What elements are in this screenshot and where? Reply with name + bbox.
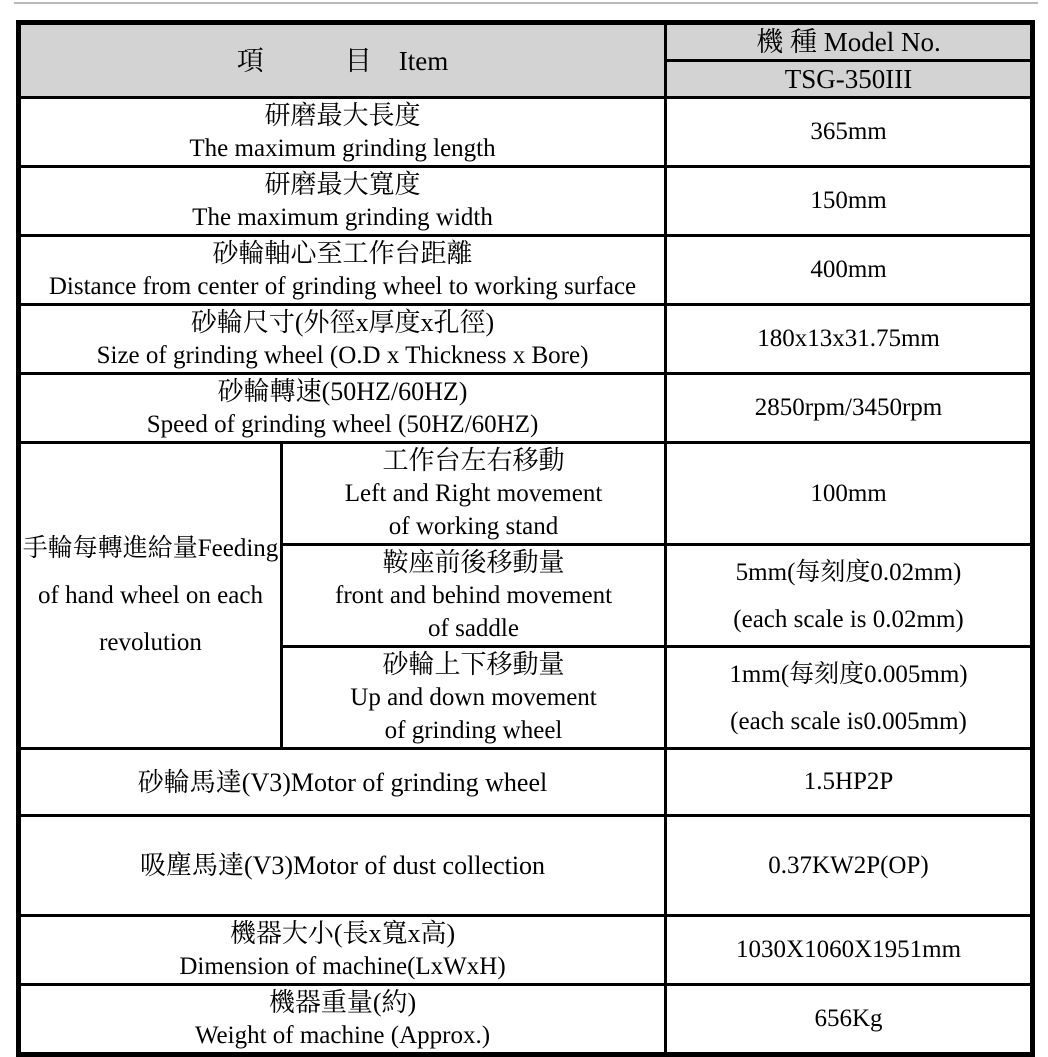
- spec-value-line: 1mm(每刻度0.005mm): [729, 660, 968, 688]
- item-cell: [19, 236, 666, 305]
- sub-item-cell: [282, 443, 666, 545]
- feeding-group-label-cell: [19, 443, 282, 749]
- value-cell: [666, 916, 1033, 985]
- spec-value: 180x13x31.75mm: [757, 325, 940, 352]
- value-cell: [666, 647, 1033, 749]
- sub-item-line: Left and Right movement: [344, 480, 603, 507]
- value-cell: [666, 816, 1033, 916]
- sub-item-line: of working stand: [388, 513, 559, 540]
- feeding-label-line: 手輪每轉進給量Feeding: [22, 535, 279, 562]
- item-label-zh: 砂輪尺寸(外徑x厚度x孔徑): [190, 308, 495, 337]
- table-row-max-grinding-width: [19, 167, 1033, 236]
- value-cell: [666, 749, 1033, 816]
- scan-artifact-line: [14, 2, 1038, 4]
- item-cell: [19, 816, 666, 916]
- spec-value: 656Kg: [814, 1005, 883, 1032]
- table-row-wheel-motor: [19, 749, 1033, 816]
- spec-table: [16, 20, 1035, 1057]
- value-cell: [666, 167, 1033, 236]
- table-row-max-grinding-length: [19, 98, 1033, 167]
- item-cell: [19, 167, 666, 236]
- spec-value: 365mm: [810, 118, 887, 145]
- item-cell: [19, 374, 666, 443]
- table-row-dust-motor: [19, 816, 1033, 916]
- spec-value-line: 5mm(每刻度0.02mm): [735, 558, 962, 586]
- item-label-en: The maximum grinding length: [189, 135, 496, 162]
- table-row-feeding-table-movement: [19, 443, 1033, 545]
- sub-item-cell: [282, 647, 666, 749]
- value-cell: [666, 443, 1033, 545]
- value-cell: [666, 545, 1033, 647]
- value-cell: [666, 305, 1033, 374]
- item-label-zh: 砂輪軸心至工作台距離: [212, 239, 473, 268]
- spec-value: 150mm: [810, 187, 887, 214]
- item-cell: [19, 98, 666, 167]
- item-cell: [19, 916, 666, 985]
- spec-value: 1030X1060X1951mm: [736, 936, 962, 963]
- feeding-label-line: revolution: [99, 629, 202, 656]
- sub-item-line: of saddle: [428, 615, 519, 642]
- item-label-en: Dimension of machine(LxWxH): [179, 953, 506, 980]
- header-row-1: [19, 23, 1033, 61]
- item-label-zh: 研磨最大長度: [264, 101, 421, 130]
- spec-value: 2850rpm/3450rpm: [754, 394, 943, 421]
- header-item-label: 項 目 Item: [236, 45, 449, 76]
- value-cell: [666, 236, 1033, 305]
- sub-item-line: of grinding wheel: [384, 717, 563, 744]
- item-cell: [19, 305, 666, 374]
- item-label-en: Size of grinding wheel (O.D x Thickness x Bore): [96, 342, 589, 369]
- feeding-label-line: of hand wheel on each: [38, 582, 263, 609]
- item-label-en: Distance from center of grinding wheel to working surface: [48, 273, 637, 300]
- header-model-label: 機 種 Model No.: [756, 27, 941, 57]
- item-cell: [19, 749, 666, 816]
- item-label: 吸塵馬達(V3)Motor of dust collection: [139, 851, 546, 880]
- model-number: TSG-350III: [784, 64, 913, 94]
- header-item-cell: [19, 23, 666, 98]
- value-cell: [666, 98, 1033, 167]
- item-label-zh: 機器大小(長x寬x高): [229, 919, 456, 948]
- table-row-wheel-to-surface-distance: [19, 236, 1033, 305]
- table-row-machine-weight: [19, 985, 1033, 1055]
- spec-value-line: (each scale is 0.02mm): [733, 605, 964, 633]
- item-label-en: Weight of machine (Approx.): [194, 1022, 491, 1049]
- sub-item-line: Up and down movement: [350, 684, 597, 711]
- item-cell: [19, 985, 666, 1055]
- item-label-en: The maximum grinding width: [192, 204, 493, 231]
- sub-item-line: 鞍座前後移動量: [382, 548, 565, 577]
- spec-value: 400mm: [810, 256, 887, 283]
- table-row-wheel-size: [19, 305, 1033, 374]
- table-row-machine-dimension: [19, 916, 1033, 985]
- table-row-wheel-speed: [19, 374, 1033, 443]
- sub-item-cell: [282, 545, 666, 647]
- sub-item-line: 砂輪上下移動量: [382, 650, 565, 679]
- spec-value: 0.37KW2P(OP): [768, 851, 929, 879]
- value-cell: [666, 985, 1033, 1055]
- sub-item-line: front and behind movement: [335, 582, 613, 609]
- header-model-label-cell: [666, 23, 1033, 61]
- item-label-zh: 機器重量(約): [268, 988, 417, 1017]
- value-cell: [666, 374, 1033, 443]
- header-model-value-cell: [666, 61, 1033, 98]
- spec-value-line: (each scale is0.005mm): [730, 707, 967, 735]
- spec-value: 1.5HP2P: [803, 768, 894, 795]
- spec-value: 100mm: [810, 479, 887, 507]
- item-label-zh: 砂輪轉速(50HZ/60HZ): [217, 377, 468, 406]
- item-label: 砂輪馬達(V3)Motor of grinding wheel: [137, 767, 548, 797]
- item-label-en: Speed of grinding wheel (50HZ/60HZ): [146, 411, 539, 438]
- sub-item-line: 工作台左右移動: [382, 446, 565, 475]
- item-label-zh: 研磨最大寬度: [264, 170, 421, 199]
